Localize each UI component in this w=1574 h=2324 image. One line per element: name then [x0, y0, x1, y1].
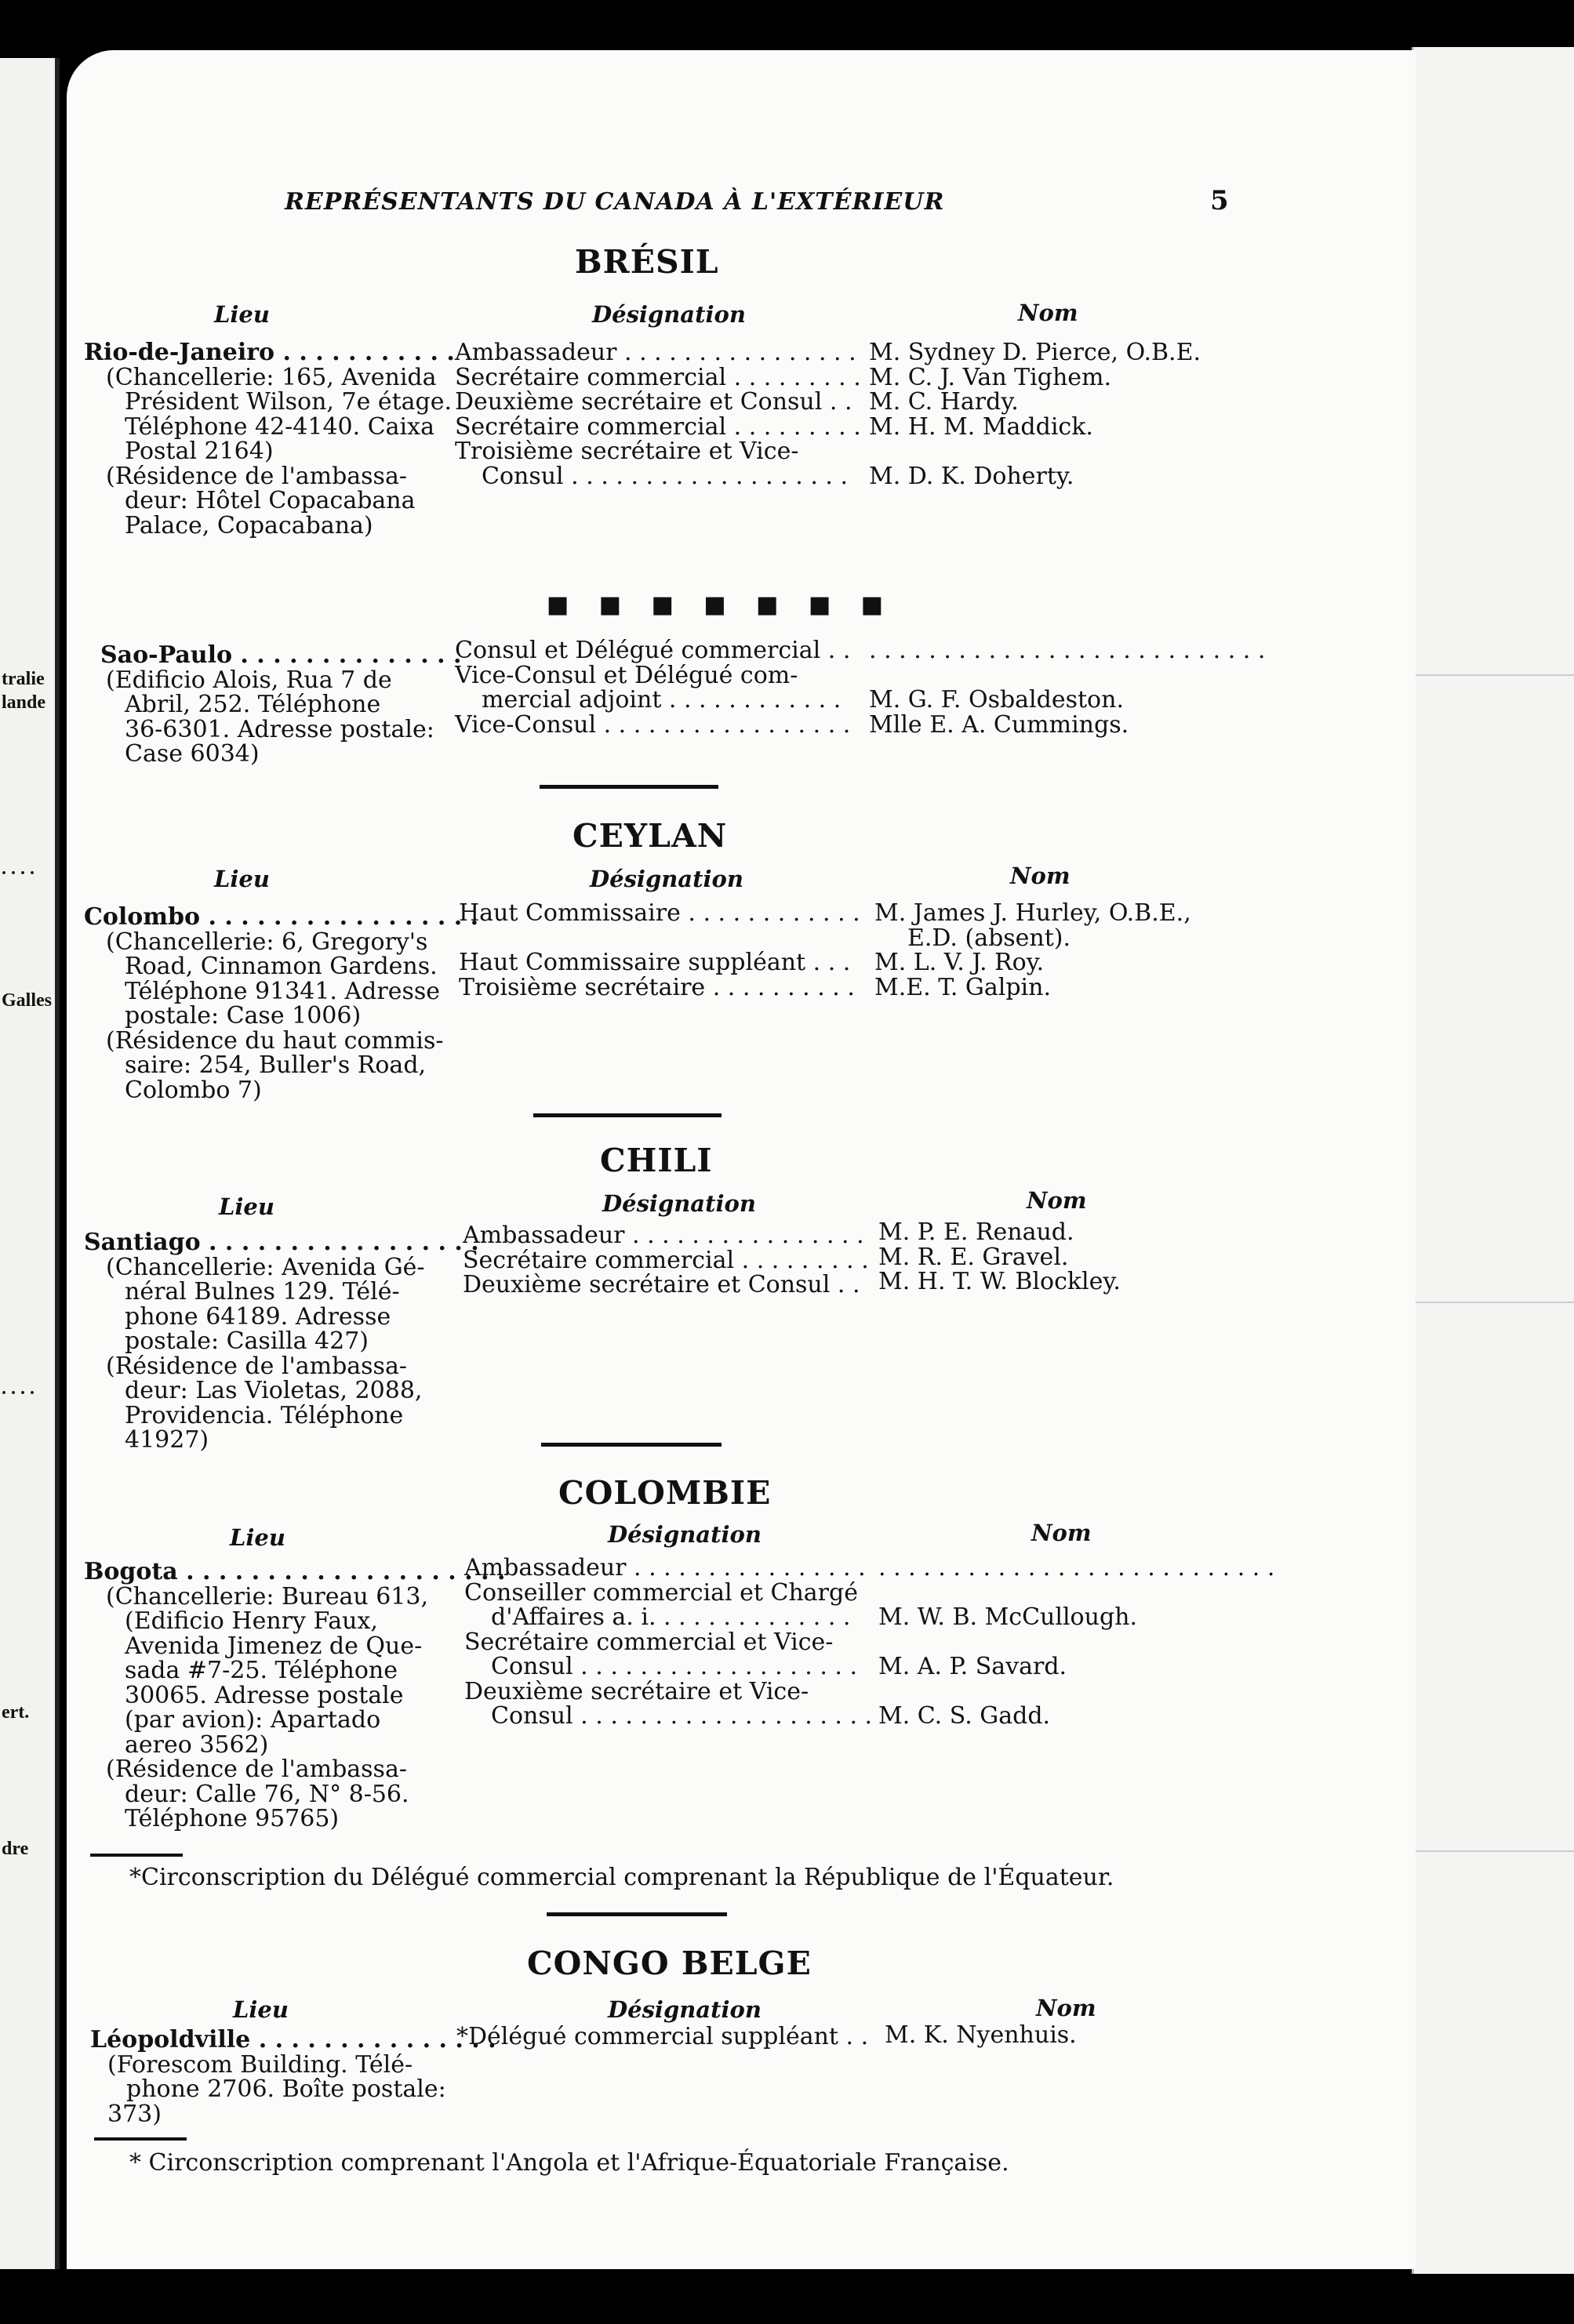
- designation-block: [464, 1556, 872, 1729]
- nom-line: M. C. Hardy.: [869, 388, 1019, 416]
- lieu-line: 41927): [125, 1426, 209, 1454]
- lieu-line: deur: Las Violetas, 2088,: [125, 1377, 423, 1404]
- document-page: [67, 50, 1416, 2269]
- section-separator: ■ ■ ■ ■ ■ ■ ■: [547, 591, 895, 619]
- designation-block: [456, 2024, 868, 2050]
- lieu-line: aereo 3562): [125, 1730, 269, 1759]
- nom-line: M. Sydney D. Pierce, O.B.E.: [869, 339, 1201, 366]
- lieu-line: Président Wilson, 7e étage.: [125, 388, 453, 416]
- lieu-line: 30065. Adresse postale: [125, 1681, 404, 1709]
- designation-line: Haut Commissaire suppléant . . .: [459, 949, 851, 976]
- nom-block: [885, 2023, 1077, 2048]
- section-title-colombie: COLOMBIE: [558, 1474, 772, 1512]
- designation-line: Secrétaire commercial . . . . . . . . .: [455, 412, 861, 441]
- lieu-line: postale: Case 1006): [125, 1002, 362, 1029]
- designation-line: *Délégué commercial suppléant . .: [456, 2023, 869, 2050]
- lieu-line: 36-6301. Adresse postale:: [125, 715, 434, 743]
- section-rule: [540, 785, 718, 789]
- lieu-line: (Résidence de l'ambassa-: [106, 1352, 407, 1380]
- nom-line: M.E. T. Galpin.: [874, 973, 1051, 1001]
- nom-block: [874, 901, 1191, 1000]
- scan-border-bottom: [0, 2266, 1574, 2324]
- nom-line: M. C. S. Gadd.: [878, 1702, 1051, 1730]
- designation-line: Ambassadeur . . . . . . . . . . . . . . . .: [455, 339, 856, 366]
- nom-line: M. C. J. Van Tighem.: [869, 363, 1112, 391]
- lieu-line: saire: 254, Buller's Road,: [125, 1051, 427, 1079]
- lieu-line: sada #7-25. Téléphone: [125, 1657, 398, 1684]
- lieu-line: deur: Hôtel Copacabana: [125, 487, 416, 514]
- column-header-nom: Nom: [1010, 862, 1071, 889]
- lieu-line: Santiago . . . . . . . . . . . . . . . . .: [84, 1229, 479, 1256]
- lieu-line: Téléphone 95765): [125, 1805, 340, 1832]
- designation-line: Haut Commissaire . . . . . . . . . . . .: [459, 899, 860, 927]
- lieu-line: Road, Cinnamon Gardens.: [125, 953, 438, 980]
- nom-block: [878, 1220, 1121, 1295]
- lieu-line: (Edificio Henry Faux,: [125, 1607, 378, 1635]
- column-header-lieu: Lieu: [214, 301, 270, 328]
- designation-line: mercial adjoint . . . . . . . . . . . .: [482, 686, 842, 714]
- nom-line: M. H. M. Maddick.: [869, 412, 1093, 441]
- footnote: * Circonscription comprenant l'Angola et l'Afrique-Équatoriale Française.: [129, 2149, 1009, 2177]
- designation-line: Vice-Consul . . . . . . . . . . . . . . . . .: [455, 710, 851, 739]
- nom-line: M. H. T. W. Blockley.: [878, 1268, 1121, 1295]
- margin-fragment: dre: [2, 1839, 29, 1859]
- margin-fragment: . . . .: [2, 859, 35, 879]
- lieu-line: Bogota . . . . . . . . . . . . . . . . . . . .: [84, 1558, 506, 1585]
- designation-block: [455, 340, 861, 488]
- lieu-block: [90, 2028, 496, 2126]
- lieu-line: (Chancellerie: 6, Gregory's: [106, 928, 428, 956]
- nom-line: E.D. (absent).: [907, 924, 1071, 952]
- designation-line: Conseiller commercial et Chargé: [464, 1578, 858, 1607]
- nom-line: Mlle E. A. Cummings.: [869, 710, 1129, 739]
- nom-line: M. D. K. Doherty.: [869, 462, 1074, 490]
- lieu-line: Abril, 252. Téléphone: [125, 691, 381, 718]
- column-header-designation: Désignation: [608, 1521, 762, 1548]
- designation-line: Deuxième secrétaire et Consul . .: [463, 1271, 860, 1298]
- designation-line: [459, 926, 860, 951]
- column-header-lieu: Lieu: [214, 866, 270, 892]
- page-number: 5: [1210, 185, 1229, 216]
- lieu-line: (Chancellerie: Avenida Gé-: [106, 1253, 425, 1281]
- lieu-line: postale: Casilla 427): [125, 1327, 369, 1355]
- lieu-line: Sao-Paulo . . . . . . . . . . . . . .: [100, 641, 462, 669]
- designation-block: [463, 1223, 869, 1298]
- nom-line: [869, 439, 1201, 464]
- section-title-chili: CHILI: [600, 1142, 713, 1179]
- lieu-line: Rio-de-Janeiro . . . . . . . . . . .: [84, 339, 455, 366]
- section-title-congo-belge: CONGO BELGE: [527, 1945, 812, 1982]
- lieu-line: Palace, Copacabana): [125, 511, 373, 539]
- lieu-block: [84, 1230, 479, 1453]
- nom-line: M. G. F. Osbaldeston.: [869, 686, 1124, 714]
- lieu-line: Avenida Jimenez de Que-: [125, 1632, 423, 1660]
- column-header-designation: Désignation: [608, 1996, 762, 2023]
- lieu-line: néral Bulnes 129. Télé-: [125, 1278, 400, 1305]
- margin-fragment: . . . .: [2, 1378, 35, 1399]
- column-header-lieu: Lieu: [219, 1193, 274, 1220]
- lieu-block: [84, 905, 478, 1102]
- column-header-designation: Désignation: [602, 1190, 756, 1217]
- designation-line: Secrétaire commercial et Vice-: [464, 1628, 834, 1656]
- designation-line: Troisième secrétaire et Vice-: [455, 438, 799, 465]
- column-header-designation: Désignation: [592, 301, 746, 328]
- footnote: *Circonscription du Délégué commercial comprenant la République de l'Équateur.: [129, 1864, 1114, 1891]
- nom-line: . . . . . . . . . . . . . . . . . . . . . . . . . . .: [878, 1554, 1275, 1581]
- nom-line: M. A. P. Savard.: [878, 1653, 1067, 1680]
- lieu-line: phone 2706. Boîte postale:: [126, 2075, 446, 2103]
- margin-fragment: tralie: [2, 669, 45, 689]
- lieu-line: Colombo . . . . . . . . . . . . . . . . .: [84, 903, 479, 931]
- designation-line: Troisième secrétaire . . . . . . . . . .: [459, 973, 855, 1001]
- lieu-line: Case 6034): [125, 740, 260, 768]
- lieu-block: [100, 643, 461, 767]
- scan-border-top: [0, 0, 1574, 58]
- footnote-rule: [94, 2137, 187, 2141]
- nom-block: [878, 1556, 1274, 1729]
- margin-fragment: Galles: [2, 990, 52, 1011]
- nom-block: [869, 638, 1265, 737]
- designation-line: Deuxième secrétaire et Consul . .: [455, 388, 852, 416]
- lieu-block: [84, 340, 455, 538]
- lieu-line: Colombo 7): [125, 1076, 262, 1104]
- column-header-nom: Nom: [1018, 300, 1078, 326]
- designation-line: Consul . . . . . . . . . . . . . . . . . . .: [482, 462, 849, 490]
- margin-fragment: lande: [2, 692, 46, 713]
- section-rule: [533, 1113, 722, 1117]
- designation-line: Consul . . . . . . . . . . . . . . . . . . . .: [491, 1702, 873, 1730]
- nom-line: M. W. B. McCullough.: [878, 1603, 1137, 1631]
- column-header-nom: Nom: [1031, 1520, 1092, 1546]
- nom-line: . . . . . . . . . . . . . . . . . . . . . . . . . . .: [869, 637, 1266, 664]
- designation-line: Vice-Consul et Délégué com-: [455, 661, 798, 689]
- nom-line: [869, 663, 1265, 688]
- nom-block: [869, 340, 1201, 488]
- column-header-lieu: Lieu: [230, 1524, 285, 1551]
- designation-line: Consul . . . . . . . . . . . . . . . . . . .: [491, 1653, 858, 1680]
- column-header-nom: Nom: [1036, 1995, 1096, 2021]
- designation-line: Ambassadeur . . . . . . . . . . . . . . . .: [463, 1222, 864, 1249]
- footnote-rule: [90, 1854, 183, 1857]
- lieu-line: (Forescom Building. Télé-: [107, 2050, 413, 2079]
- nom-line: M. James J. Hurley, O.B.E.,: [874, 899, 1191, 927]
- designation-line: Secrétaire commercial . . . . . . . . .: [455, 363, 861, 391]
- running-header: REPRÉSENTANTS DU CANADA À L'EXTÉRIEUR: [285, 188, 945, 216]
- lieu-line: deur: Calle 76, N° 8-56.: [125, 1780, 409, 1808]
- lieu-line: phone 64189. Adresse: [125, 1302, 391, 1331]
- lieu-line: (Edificio Alois, Rua 7 de: [106, 666, 392, 694]
- column-header-nom: Nom: [1027, 1187, 1087, 1214]
- designation-line: Deuxième secrétaire et Vice-: [464, 1677, 809, 1705]
- designation-line: Secrétaire commercial . . . . . . . . .: [463, 1246, 869, 1274]
- designation-line: Ambassadeur . . . . . . . . . . . . . . . .: [464, 1554, 866, 1581]
- lieu-line: (Chancellerie: Bureau 613,: [106, 1582, 429, 1610]
- section-rule: [547, 1912, 727, 1916]
- lieu-line: (Résidence de l'ambassa-: [106, 1756, 407, 1783]
- designation-block: [459, 901, 860, 1000]
- lieu-line: Providencia. Téléphone: [125, 1401, 404, 1429]
- section-title-ceylan: CEYLAN: [573, 817, 728, 855]
- lieu-line: Téléphone 91341. Adresse: [125, 977, 440, 1005]
- margin-fragment: ert.: [2, 1702, 30, 1723]
- nom-line: [878, 1581, 1274, 1606]
- lieu-line: (Résidence du haut commis-: [106, 1026, 444, 1055]
- nom-line: M. L. V. J. Roy.: [874, 949, 1045, 976]
- lieu-line: (Chancellerie: 165, Avenida: [106, 363, 437, 391]
- lieu-line: Léopoldville . . . . . . . . . . . . . . .: [90, 2026, 496, 2053]
- nom-line: [878, 1630, 1274, 1655]
- previous-page-edge: [0, 58, 60, 2269]
- designation-line: Consul et Délégué commercial . .: [455, 637, 851, 664]
- nom-line: M. P. E. Renaud.: [878, 1218, 1074, 1246]
- nom-line: M. R. E. Gravel.: [878, 1243, 1069, 1271]
- section-title-bresil: BRÉSIL: [575, 243, 719, 281]
- lieu-line: (par avion): Apartado: [125, 1706, 381, 1734]
- designation-line: d'Affaires a. i. . . . . . . . . . . . . .: [491, 1603, 851, 1631]
- lieu-line: (Résidence de l'ambassa-: [106, 462, 407, 490]
- lieu-line: 373): [107, 2100, 162, 2128]
- section-rule: [541, 1443, 722, 1447]
- column-header-designation: Désignation: [590, 866, 743, 892]
- column-header-lieu: Lieu: [233, 1996, 289, 2023]
- nom-line: M. K. Nyenhuis.: [885, 2021, 1077, 2049]
- nom-line: [878, 1679, 1274, 1705]
- lieu-line: Téléphone 42-4140. Caixa: [125, 412, 434, 441]
- lieu-line: Postal 2164): [125, 438, 274, 465]
- lieu-block: [84, 1560, 505, 1832]
- designation-block: [455, 638, 850, 737]
- next-page-edge: [1412, 47, 1574, 2274]
